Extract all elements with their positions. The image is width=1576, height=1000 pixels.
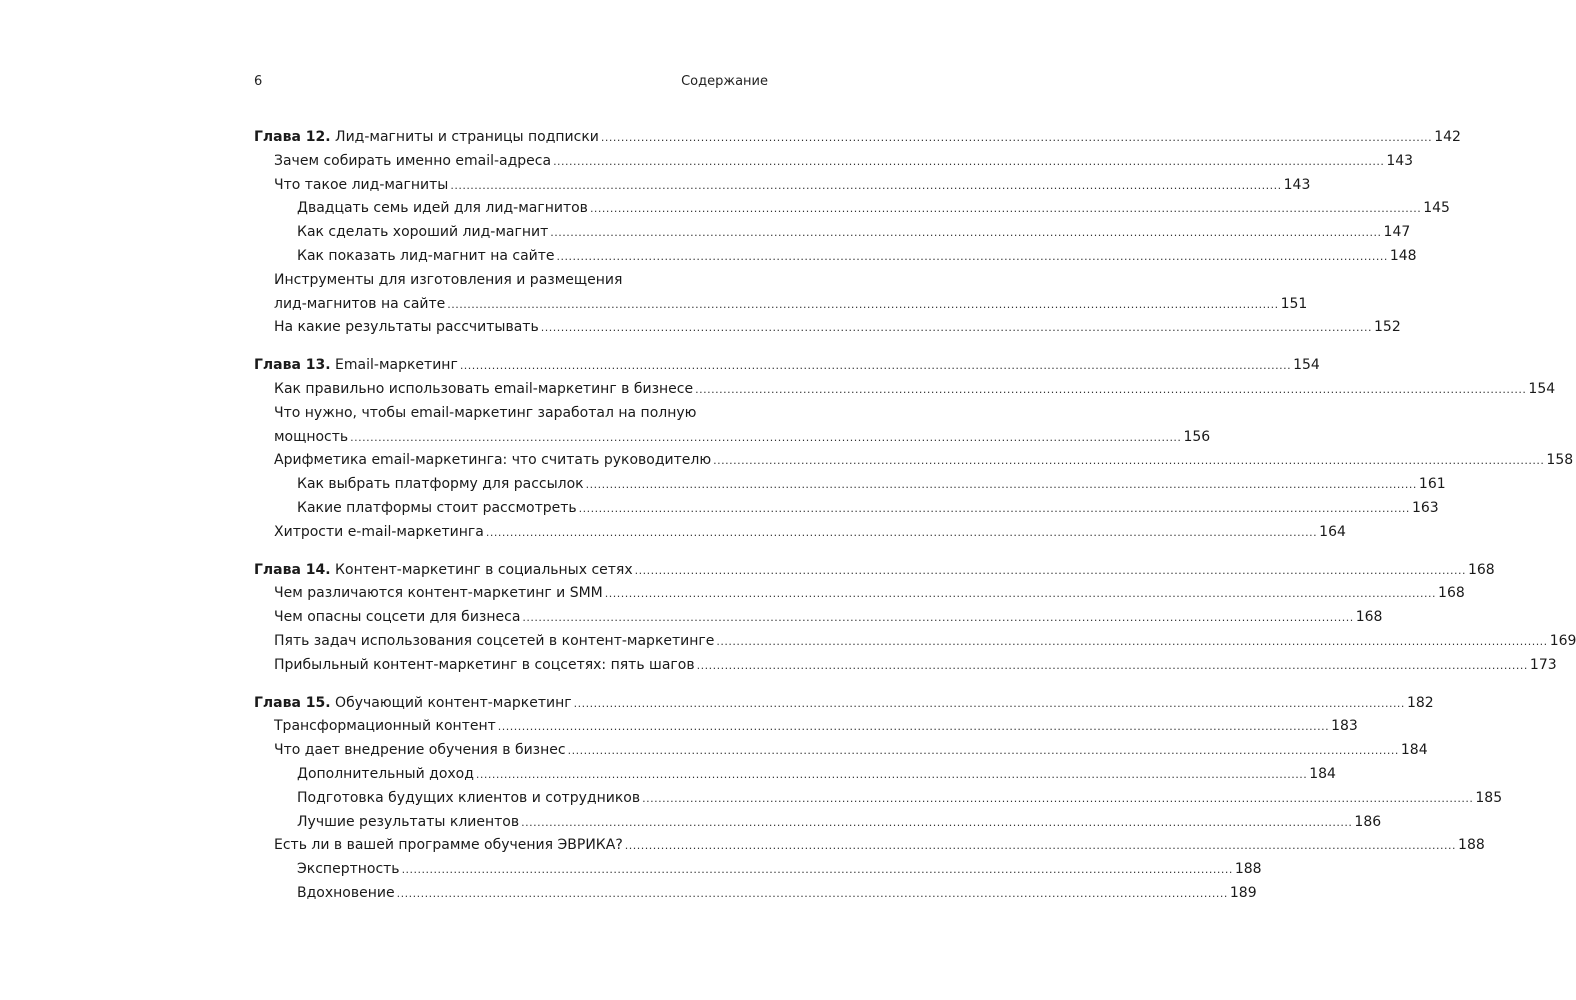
- toc-page-number: 151: [1280, 295, 1308, 312]
- toc-entry: [254, 150, 1414, 174]
- dot-leader: [601, 126, 1432, 150]
- toc-entry: [254, 197, 1450, 221]
- toc-entry: [254, 402, 768, 426]
- dot-leader: [521, 811, 1352, 835]
- toc-entry-title: Хитрости e-mail-маркетинга: [274, 523, 484, 540]
- toc-entry: [254, 269, 768, 293]
- dot-leader: [522, 606, 1353, 630]
- toc-entry-title: Есть ли в вашей программе обучения ЭВРИКА?: [274, 837, 623, 854]
- toc-page-number: 156: [1183, 428, 1211, 445]
- dot-leader: [541, 316, 1372, 340]
- dot-leader: [447, 293, 1278, 317]
- toc-entry-title: Инструменты для изготовления и размещения: [274, 271, 623, 288]
- toc-page-number: 168: [1355, 609, 1383, 626]
- dot-leader: [550, 221, 1381, 245]
- toc-entry-title: Двадцать семь идей для лид-магнитов: [297, 200, 588, 217]
- toc-page-number: 184: [1309, 765, 1336, 782]
- toc-entry-title: [254, 559, 633, 583]
- toc-entry-title: Зачем собирать именно email-адреса: [274, 152, 552, 169]
- dot-leader: [568, 739, 1399, 763]
- toc-page-number: 189: [1229, 884, 1257, 901]
- toc-chapter-entry: [254, 692, 1434, 716]
- toc-entry-title: Что нужно, чтобы email-маркетинг заработал на полную: [274, 404, 697, 421]
- toc-entry-title: Трансформационный контент: [274, 718, 496, 735]
- page-number: 6: [254, 74, 263, 89]
- toc-page-number: 163: [1411, 499, 1439, 516]
- chapter-title: Лид-магниты и страницы подписки: [330, 129, 599, 145]
- toc-entry-title: Пять задач использования соцсетей в контент-маркетинге: [274, 632, 715, 649]
- toc-entry: [254, 858, 1262, 882]
- table-of-contents: [254, 126, 1576, 906]
- toc-entry: [254, 473, 1446, 497]
- toc-entry-title: Лучшие результаты клиентов: [297, 813, 520, 830]
- chapter-label: Глава 14.: [254, 561, 331, 578]
- toc-entry: [254, 378, 1556, 402]
- toc-entry-title: Вдохновение: [297, 884, 395, 901]
- toc-entry-title: Подготовка будущих клиентов и сотрудников: [297, 789, 641, 806]
- toc-entry-title: На какие результаты рассчитывать: [274, 319, 539, 336]
- dot-leader: [625, 834, 1456, 858]
- toc-chapter-entry: [254, 354, 1320, 378]
- toc-entry: [254, 630, 1576, 654]
- chapter-label: Глава 13.: [254, 357, 331, 374]
- toc-entry: [254, 763, 1336, 787]
- chapter-label: Глава 12.: [254, 129, 331, 145]
- toc-entry-continuation: [254, 426, 1211, 450]
- toc-entry-title: Арифметика email-маркетинга: что считать руководителю: [274, 452, 712, 469]
- toc-entry: [254, 221, 1411, 245]
- toc-page-number: 182: [1406, 694, 1434, 711]
- toc-entry-title-continuation: лид-магнитов на сайте: [274, 295, 446, 312]
- dot-leader: [460, 354, 1291, 378]
- dot-leader: [498, 715, 1329, 739]
- toc-entry-title: Чем различаются контент-маркетинг и SMM: [274, 585, 603, 602]
- dot-leader: [642, 787, 1473, 811]
- toc-page-number: 148: [1389, 247, 1417, 264]
- toc-page-number: 185: [1475, 789, 1503, 806]
- toc-entry-title: [254, 692, 572, 716]
- toc-entry-title: Что такое лид-магниты: [274, 176, 449, 193]
- toc-entry-title: Экспертность: [297, 861, 400, 878]
- chapter-label: Глава 15.: [254, 694, 331, 711]
- toc-entry-title: [254, 126, 599, 150]
- toc-page-number: 173: [1529, 656, 1557, 673]
- dot-leader: [397, 882, 1228, 906]
- dot-leader: [586, 473, 1417, 497]
- toc-page-number: 154: [1528, 380, 1556, 397]
- toc-entry: [254, 654, 1557, 678]
- dot-leader: [486, 521, 1317, 545]
- toc-page-number: 158: [1546, 452, 1574, 469]
- dot-leader: [713, 449, 1544, 473]
- toc-entry: [254, 497, 1439, 521]
- toc-page-number: 184: [1400, 742, 1428, 759]
- dot-leader: [590, 197, 1421, 221]
- toc-entry-title: Какие платформы стоит рассмотреть: [297, 499, 577, 516]
- toc-chapter-entry: [254, 126, 1461, 150]
- toc-entry: [254, 834, 1485, 858]
- dot-leader: [553, 150, 1384, 174]
- toc-entry-title: Как выбрать платформу для рассылок: [297, 476, 584, 493]
- chapter-title: Email-маркетинг: [330, 357, 458, 374]
- toc-entry-title-continuation: мощность: [274, 428, 349, 445]
- toc-page-number: 188: [1234, 861, 1262, 878]
- toc-entry: [254, 882, 1257, 906]
- toc-entry-title: Как правильно использовать email-маркетинг в бизнесе: [274, 380, 694, 397]
- chapter-title: Контент-маркетинг в социальных сетях: [330, 561, 633, 578]
- toc-entry-title: Как сделать хороший лид-магнит: [297, 224, 549, 241]
- dot-leader: [402, 858, 1233, 882]
- toc-entry-continuation: [254, 293, 1308, 317]
- dot-leader: [557, 245, 1388, 269]
- dot-leader: [697, 654, 1528, 678]
- dot-leader: [450, 174, 1281, 198]
- toc-page-number: 183: [1331, 718, 1358, 735]
- toc-page-number: 143: [1386, 152, 1414, 169]
- toc-page-number: 169: [1549, 632, 1576, 649]
- chapter-title: Обучающий контент-маркетинг: [330, 694, 572, 711]
- toc-page-number: 142: [1434, 129, 1461, 145]
- toc-entry-title: Прибыльный контент-маркетинг в соцсетях: пять шагов: [274, 656, 695, 673]
- toc-entry-title: Как показать лид-магнит на сайте: [297, 247, 555, 264]
- toc-entry: [254, 245, 1417, 269]
- toc-page-number: 188: [1458, 837, 1485, 854]
- toc-entry: [254, 449, 1574, 473]
- toc-entry: [254, 521, 1346, 545]
- dot-leader: [350, 426, 1181, 450]
- dot-leader: [476, 763, 1307, 787]
- toc-entry: [254, 174, 1311, 198]
- toc-page-number: 143: [1283, 176, 1311, 193]
- toc-entry: [254, 739, 1428, 763]
- toc-page-number: 145: [1423, 200, 1450, 217]
- toc-entry-title: Что дает внедрение обучения в бизнес: [274, 742, 566, 759]
- toc-entry-title: [254, 354, 458, 378]
- toc-entry: [254, 582, 1465, 606]
- toc-chapter-entry: [254, 559, 1495, 583]
- dot-leader: [574, 692, 1405, 716]
- toc-page-number: 152: [1374, 319, 1401, 336]
- toc-page-number: 186: [1354, 813, 1382, 830]
- toc-page-number: 154: [1293, 357, 1320, 374]
- dot-leader: [605, 582, 1436, 606]
- dot-leader: [716, 630, 1547, 654]
- running-title: Содержание: [681, 74, 768, 89]
- toc-entry: [254, 715, 1358, 739]
- toc-entry: [254, 606, 1383, 630]
- toc-entry: [254, 316, 1401, 340]
- toc-page-number: 147: [1383, 224, 1411, 241]
- dot-leader: [579, 497, 1410, 521]
- toc-page-number: 168: [1467, 561, 1495, 578]
- toc-entry-title: Чем опасны соцсети для бизнеса: [274, 609, 521, 626]
- dot-leader: [635, 559, 1466, 583]
- toc-entry: [254, 811, 1382, 835]
- toc-entry: [254, 787, 1503, 811]
- toc-page-number: 161: [1418, 476, 1446, 493]
- running-head: [254, 74, 768, 96]
- dot-leader: [695, 378, 1526, 402]
- toc-entry-title: Дополнительный доход: [297, 765, 474, 782]
- toc-page-number: 168: [1438, 585, 1465, 602]
- toc-page-number: 164: [1319, 523, 1346, 540]
